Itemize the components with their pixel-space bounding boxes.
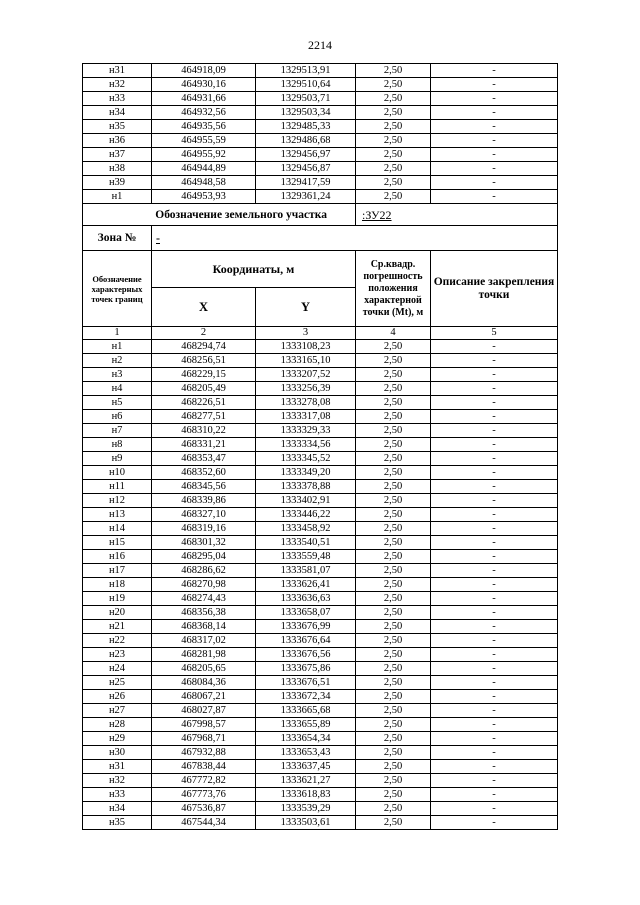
error-cell: 2,50 <box>356 760 431 774</box>
y-coordinate-cell: 1333256,39 <box>256 382 356 396</box>
x-coordinate-cell: 464932,56 <box>152 106 256 120</box>
table-row <box>83 788 558 802</box>
y-coordinate-cell: 1333540,51 <box>256 536 356 550</box>
point-id-cell: н39 <box>83 176 152 190</box>
table-row <box>83 802 558 816</box>
x-coordinate-cell: 467536,87 <box>152 802 256 816</box>
description-cell: - <box>431 480 558 494</box>
error-cell: 2,50 <box>356 550 431 564</box>
point-id-cell: н35 <box>83 816 152 830</box>
y-coordinate-cell: 1333581,07 <box>256 564 356 578</box>
y-coordinate-cell: 1333675,86 <box>256 662 356 676</box>
point-id-cell: н28 <box>83 718 152 732</box>
description-cell: - <box>431 148 558 162</box>
y-coordinate-cell: 1329486,68 <box>256 134 356 148</box>
x-coordinate-cell: 468205,65 <box>152 662 256 676</box>
point-id-cell: н24 <box>83 662 152 676</box>
point-id-cell: н1 <box>83 340 152 354</box>
error-cell: 2,50 <box>356 354 431 368</box>
y-coordinate-cell: 1333278,08 <box>256 396 356 410</box>
point-id-cell: н1 <box>83 190 152 204</box>
description-cell: - <box>431 162 558 176</box>
y-coordinate-cell: 1329503,71 <box>256 92 356 106</box>
point-id-cell: н8 <box>83 438 152 452</box>
table-row <box>83 634 558 648</box>
table-row <box>83 606 558 620</box>
point-id-cell: н32 <box>83 78 152 92</box>
point-id-cell: н16 <box>83 550 152 564</box>
point-id-cell: н20 <box>83 606 152 620</box>
error-cell: 2,50 <box>356 676 431 690</box>
table-row <box>83 64 558 78</box>
point-id-cell: н4 <box>83 382 152 396</box>
designation-header: Обозначение характерных точек границ <box>83 251 152 327</box>
description-cell: - <box>431 802 558 816</box>
x-coordinate-cell: 468277,51 <box>152 410 256 424</box>
description-cell: - <box>431 550 558 564</box>
x-coordinate-cell: 468256,51 <box>152 354 256 368</box>
x-coordinate-cell: 464918,09 <box>152 64 256 78</box>
table-row <box>83 718 558 732</box>
description-cell: - <box>431 676 558 690</box>
y-coordinate-cell: 1333345,52 <box>256 452 356 466</box>
y-coordinate-cell: 1329456,87 <box>256 162 356 176</box>
description-cell: - <box>431 120 558 134</box>
error-cell: 2,50 <box>356 92 431 106</box>
table-row <box>83 452 558 466</box>
error-cell: 2,50 <box>356 690 431 704</box>
x-coordinate-cell: 464955,59 <box>152 134 256 148</box>
point-id-cell: н17 <box>83 564 152 578</box>
y-coordinate-cell: 1333458,92 <box>256 522 356 536</box>
y-coordinate-cell: 1333676,56 <box>256 648 356 662</box>
table-row <box>83 78 558 92</box>
error-cell: 2,50 <box>356 802 431 816</box>
coordinates-table <box>82 63 558 830</box>
previous-parcel-rows <box>83 64 558 204</box>
table-row <box>83 760 558 774</box>
x-coordinate-cell: 468331,21 <box>152 438 256 452</box>
description-cell: - <box>431 578 558 592</box>
y-coordinate-cell: 1333618,83 <box>256 788 356 802</box>
description-cell: - <box>431 106 558 120</box>
x-coordinate-cell: 467932,88 <box>152 746 256 760</box>
table-row <box>83 480 558 494</box>
y-coordinate-cell: 1333539,29 <box>256 802 356 816</box>
error-cell: 2,50 <box>356 816 431 830</box>
description-cell: - <box>431 704 558 718</box>
error-cell: 2,50 <box>356 64 431 78</box>
x-coordinate-cell: 468352,60 <box>152 466 256 480</box>
y-coordinate-cell: 1329456,97 <box>256 148 356 162</box>
point-id-cell: н5 <box>83 396 152 410</box>
point-id-cell: н23 <box>83 648 152 662</box>
description-cell: - <box>431 774 558 788</box>
zone-value <box>152 226 558 251</box>
error-cell: 2,50 <box>356 176 431 190</box>
description-cell: - <box>431 606 558 620</box>
description-cell: - <box>431 648 558 662</box>
description-cell: - <box>431 354 558 368</box>
error-cell: 2,50 <box>356 340 431 354</box>
description-cell: - <box>431 340 558 354</box>
x-coordinate-cell: 468229,15 <box>152 368 256 382</box>
x-coordinate-cell: 468205,49 <box>152 382 256 396</box>
point-id-cell: н26 <box>83 690 152 704</box>
y-coordinate-cell: 1333676,51 <box>256 676 356 690</box>
y-coordinate-cell: 1333672,34 <box>256 690 356 704</box>
table-row <box>83 536 558 550</box>
description-cell: - <box>431 382 558 396</box>
x-coordinate-cell: 468067,21 <box>152 690 256 704</box>
description-cell: - <box>431 134 558 148</box>
table-row <box>83 424 558 438</box>
table-row <box>83 438 558 452</box>
y-coordinate-cell: 1333349,20 <box>256 466 356 480</box>
table-row <box>83 494 558 508</box>
x-coordinate-cell: 468084,36 <box>152 676 256 690</box>
description-cell: - <box>431 92 558 106</box>
x-coordinate-cell: 467772,82 <box>152 774 256 788</box>
point-id-cell: н37 <box>83 148 152 162</box>
point-id-cell: н7 <box>83 424 152 438</box>
zone-label: Зона № <box>83 226 152 251</box>
table-row <box>83 746 558 760</box>
error-cell: 2,50 <box>356 564 431 578</box>
column-number: 4 <box>356 327 431 340</box>
y-coordinate-cell: 1333334,56 <box>256 438 356 452</box>
x-coordinate-cell: 467838,44 <box>152 760 256 774</box>
y-coordinate-cell: 1333165,10 <box>256 354 356 368</box>
error-cell: 2,50 <box>356 466 431 480</box>
description-cell: - <box>431 592 558 606</box>
y-coordinate-cell: 1333446,22 <box>256 508 356 522</box>
error-cell: 2,50 <box>356 382 431 396</box>
y-coordinate-cell: 1329485,33 <box>256 120 356 134</box>
description-cell: - <box>431 564 558 578</box>
parcel-value <box>356 204 558 226</box>
error-cell: 2,50 <box>356 78 431 92</box>
error-cell: 2,50 <box>356 634 431 648</box>
table-row <box>83 522 558 536</box>
table-row <box>83 662 558 676</box>
y-coordinate-cell: 1329417,59 <box>256 176 356 190</box>
point-id-cell: н12 <box>83 494 152 508</box>
y-coordinate-cell: 1333559,48 <box>256 550 356 564</box>
y-coordinate-cell: 1333329,33 <box>256 424 356 438</box>
column-number: 2 <box>152 327 256 340</box>
description-cell: - <box>431 64 558 78</box>
point-id-cell: н10 <box>83 466 152 480</box>
table-row <box>83 92 558 106</box>
point-id-cell: н32 <box>83 774 152 788</box>
parcel-id: :ЗУ22 <box>362 207 392 222</box>
x-coordinate-cell: 464935,56 <box>152 120 256 134</box>
x-coordinate-cell: 468345,56 <box>152 480 256 494</box>
y-coordinate-cell: 1333317,08 <box>256 410 356 424</box>
point-id-cell: н2 <box>83 354 152 368</box>
y-coordinate-cell: 1333676,64 <box>256 634 356 648</box>
y-coordinate-cell: 1333658,07 <box>256 606 356 620</box>
x-coordinate-cell: 468274,43 <box>152 592 256 606</box>
table-row <box>83 690 558 704</box>
table-row <box>83 148 558 162</box>
x-coordinate-cell: 464930,16 <box>152 78 256 92</box>
point-id-cell: н3 <box>83 368 152 382</box>
description-cell: - <box>431 438 558 452</box>
table-row <box>83 368 558 382</box>
error-cell: 2,50 <box>356 162 431 176</box>
zone-number: - <box>156 231 160 245</box>
description-cell: - <box>431 466 558 480</box>
error-cell: 2,50 <box>356 134 431 148</box>
description-cell: - <box>431 620 558 634</box>
error-cell: 2,50 <box>356 120 431 134</box>
table-row <box>83 774 558 788</box>
table-row <box>83 190 558 204</box>
column-numbers-row <box>83 327 558 340</box>
error-cell: 2,50 <box>356 494 431 508</box>
coordinates-header: Координаты, м <box>152 251 356 288</box>
error-cell: 2,50 <box>356 704 431 718</box>
table-row <box>83 354 558 368</box>
x-coordinate-cell: 468027,87 <box>152 704 256 718</box>
description-cell: - <box>431 368 558 382</box>
x-coordinate-cell: 468317,02 <box>152 634 256 648</box>
description-cell: - <box>431 522 558 536</box>
x-coordinate-cell: 468286,62 <box>152 564 256 578</box>
error-cell: 2,50 <box>356 438 431 452</box>
description-cell: - <box>431 190 558 204</box>
table-row <box>83 816 558 830</box>
error-cell: 2,50 <box>356 396 431 410</box>
column-number: 5 <box>431 327 558 340</box>
parcel-rows <box>83 340 558 830</box>
description-cell: - <box>431 410 558 424</box>
error-cell: 2,50 <box>356 732 431 746</box>
x-coordinate-cell: 467998,57 <box>152 718 256 732</box>
table-row <box>83 120 558 134</box>
description-cell: - <box>431 452 558 466</box>
point-id-cell: н21 <box>83 620 152 634</box>
point-id-cell: н34 <box>83 802 152 816</box>
description-cell: - <box>431 690 558 704</box>
table-row <box>83 466 558 480</box>
error-cell: 2,50 <box>356 774 431 788</box>
x-coordinate-cell: 468270,98 <box>152 578 256 592</box>
point-id-cell: н9 <box>83 452 152 466</box>
description-cell: - <box>431 788 558 802</box>
error-cell: 2,50 <box>356 106 431 120</box>
point-id-cell: н38 <box>83 162 152 176</box>
error-cell: 2,50 <box>356 746 431 760</box>
description-cell: - <box>431 760 558 774</box>
description-cell: - <box>431 816 558 830</box>
x-coordinate-cell: 468368,14 <box>152 620 256 634</box>
x-coordinate-cell: 468356,38 <box>152 606 256 620</box>
column-number: 1 <box>83 327 152 340</box>
page-number: 2214 <box>308 38 332 52</box>
y-coordinate-cell: 1333621,27 <box>256 774 356 788</box>
table-row <box>83 648 558 662</box>
description-cell: - <box>431 176 558 190</box>
error-cell: 2,50 <box>356 480 431 494</box>
x-coordinate-cell: 464944,89 <box>152 162 256 176</box>
table-row <box>83 704 558 718</box>
error-cell: 2,50 <box>356 788 431 802</box>
x-coordinate-cell: 468295,04 <box>152 550 256 564</box>
error-cell: 2,50 <box>356 536 431 550</box>
point-id-cell: н22 <box>83 634 152 648</box>
table-row <box>83 620 558 634</box>
error-cell: 2,50 <box>356 648 431 662</box>
description-cell: - <box>431 718 558 732</box>
table-row <box>83 410 558 424</box>
point-id-cell: н29 <box>83 732 152 746</box>
y-coordinate-cell: 1333655,89 <box>256 718 356 732</box>
table-row <box>83 550 558 564</box>
x-coordinate-cell: 464948,58 <box>152 176 256 190</box>
y-coordinate-cell: 1333637,45 <box>256 760 356 774</box>
table-row <box>83 396 558 410</box>
x-coordinate-cell: 468281,98 <box>152 648 256 662</box>
x-coordinate-cell: 468294,74 <box>152 340 256 354</box>
point-id-cell: н30 <box>83 746 152 760</box>
error-cell: 2,50 <box>356 662 431 676</box>
table-row <box>83 508 558 522</box>
point-id-cell: н15 <box>83 536 152 550</box>
point-id-cell: н33 <box>83 788 152 802</box>
y-coordinate-cell: 1333503,61 <box>256 816 356 830</box>
x-coordinate-cell: 468226,51 <box>152 396 256 410</box>
y-header: Y <box>256 288 356 327</box>
point-id-cell: н33 <box>83 92 152 106</box>
point-id-cell: н27 <box>83 704 152 718</box>
point-id-cell: н11 <box>83 480 152 494</box>
table-row <box>83 382 558 396</box>
point-id-cell: н25 <box>83 676 152 690</box>
point-id-cell: н6 <box>83 410 152 424</box>
x-coordinate-cell: 468339,86 <box>152 494 256 508</box>
x-coordinate-cell: 464953,93 <box>152 190 256 204</box>
x-coordinate-cell: 464955,92 <box>152 148 256 162</box>
description-cell: - <box>431 634 558 648</box>
point-id-cell: н36 <box>83 134 152 148</box>
table-row <box>83 592 558 606</box>
x-coordinate-cell: 468301,32 <box>152 536 256 550</box>
table-row <box>83 676 558 690</box>
table-row <box>83 162 558 176</box>
y-coordinate-cell: 1329503,34 <box>256 106 356 120</box>
y-coordinate-cell: 1333402,91 <box>256 494 356 508</box>
x-coordinate-cell: 468327,10 <box>152 508 256 522</box>
x-header: X <box>152 288 256 327</box>
y-coordinate-cell: 1333654,34 <box>256 732 356 746</box>
point-id-cell: н31 <box>83 760 152 774</box>
y-coordinate-cell: 1333108,23 <box>256 340 356 354</box>
point-id-cell: н35 <box>83 120 152 134</box>
error-cell: 2,50 <box>356 424 431 438</box>
table-header <box>83 204 558 340</box>
description-cell: - <box>431 662 558 676</box>
x-coordinate-cell: 467968,71 <box>152 732 256 746</box>
point-id-cell: н18 <box>83 578 152 592</box>
y-coordinate-cell: 1333676,99 <box>256 620 356 634</box>
error-cell: 2,50 <box>356 592 431 606</box>
column-number: 3 <box>256 327 356 340</box>
y-coordinate-cell: 1333636,63 <box>256 592 356 606</box>
error-cell: 2,50 <box>356 368 431 382</box>
y-coordinate-cell: 1333207,52 <box>256 368 356 382</box>
description-cell: - <box>431 732 558 746</box>
y-coordinate-cell: 1329361,24 <box>256 190 356 204</box>
error-cell: 2,50 <box>356 148 431 162</box>
table-row <box>83 176 558 190</box>
description-cell: - <box>431 424 558 438</box>
error-cell: 2,50 <box>356 410 431 424</box>
error-cell: 2,50 <box>356 606 431 620</box>
description-header: Описание закрепления точки <box>431 251 558 327</box>
y-coordinate-cell: 1329510,64 <box>256 78 356 92</box>
table-row <box>83 564 558 578</box>
description-cell: - <box>431 494 558 508</box>
error-cell: 2,50 <box>356 620 431 634</box>
error-cell: 2,50 <box>356 578 431 592</box>
table-row <box>83 340 558 354</box>
description-cell: - <box>431 536 558 550</box>
error-cell: 2,50 <box>356 190 431 204</box>
x-coordinate-cell: 464931,66 <box>152 92 256 106</box>
point-id-cell: н13 <box>83 508 152 522</box>
x-coordinate-cell: 467773,76 <box>152 788 256 802</box>
error-cell: 2,50 <box>356 452 431 466</box>
table-row <box>83 732 558 746</box>
y-coordinate-cell: 1329513,91 <box>256 64 356 78</box>
x-coordinate-cell: 468310,22 <box>152 424 256 438</box>
error-cell: 2,50 <box>356 718 431 732</box>
description-cell: - <box>431 746 558 760</box>
point-id-cell: н14 <box>83 522 152 536</box>
y-coordinate-cell: 1333653,43 <box>256 746 356 760</box>
error-cell: 2,50 <box>356 522 431 536</box>
point-id-cell: н31 <box>83 64 152 78</box>
description-cell: - <box>431 78 558 92</box>
y-coordinate-cell: 1333378,88 <box>256 480 356 494</box>
error-header: Ср.квадр. погрешность положения характерной точки (Мt), м <box>356 251 431 327</box>
x-coordinate-cell: 467544,34 <box>152 816 256 830</box>
table-row <box>83 106 558 120</box>
table-row <box>83 578 558 592</box>
y-coordinate-cell: 1333626,41 <box>256 578 356 592</box>
y-coordinate-cell: 1333665,68 <box>256 704 356 718</box>
parcel-label: Обозначение земельного участка <box>83 204 356 226</box>
x-coordinate-cell: 468353,47 <box>152 452 256 466</box>
error-cell: 2,50 <box>356 508 431 522</box>
point-id-cell: н19 <box>83 592 152 606</box>
point-id-cell: н34 <box>83 106 152 120</box>
x-coordinate-cell: 468319,16 <box>152 522 256 536</box>
table-row <box>83 134 558 148</box>
description-cell: - <box>431 508 558 522</box>
description-cell: - <box>431 396 558 410</box>
